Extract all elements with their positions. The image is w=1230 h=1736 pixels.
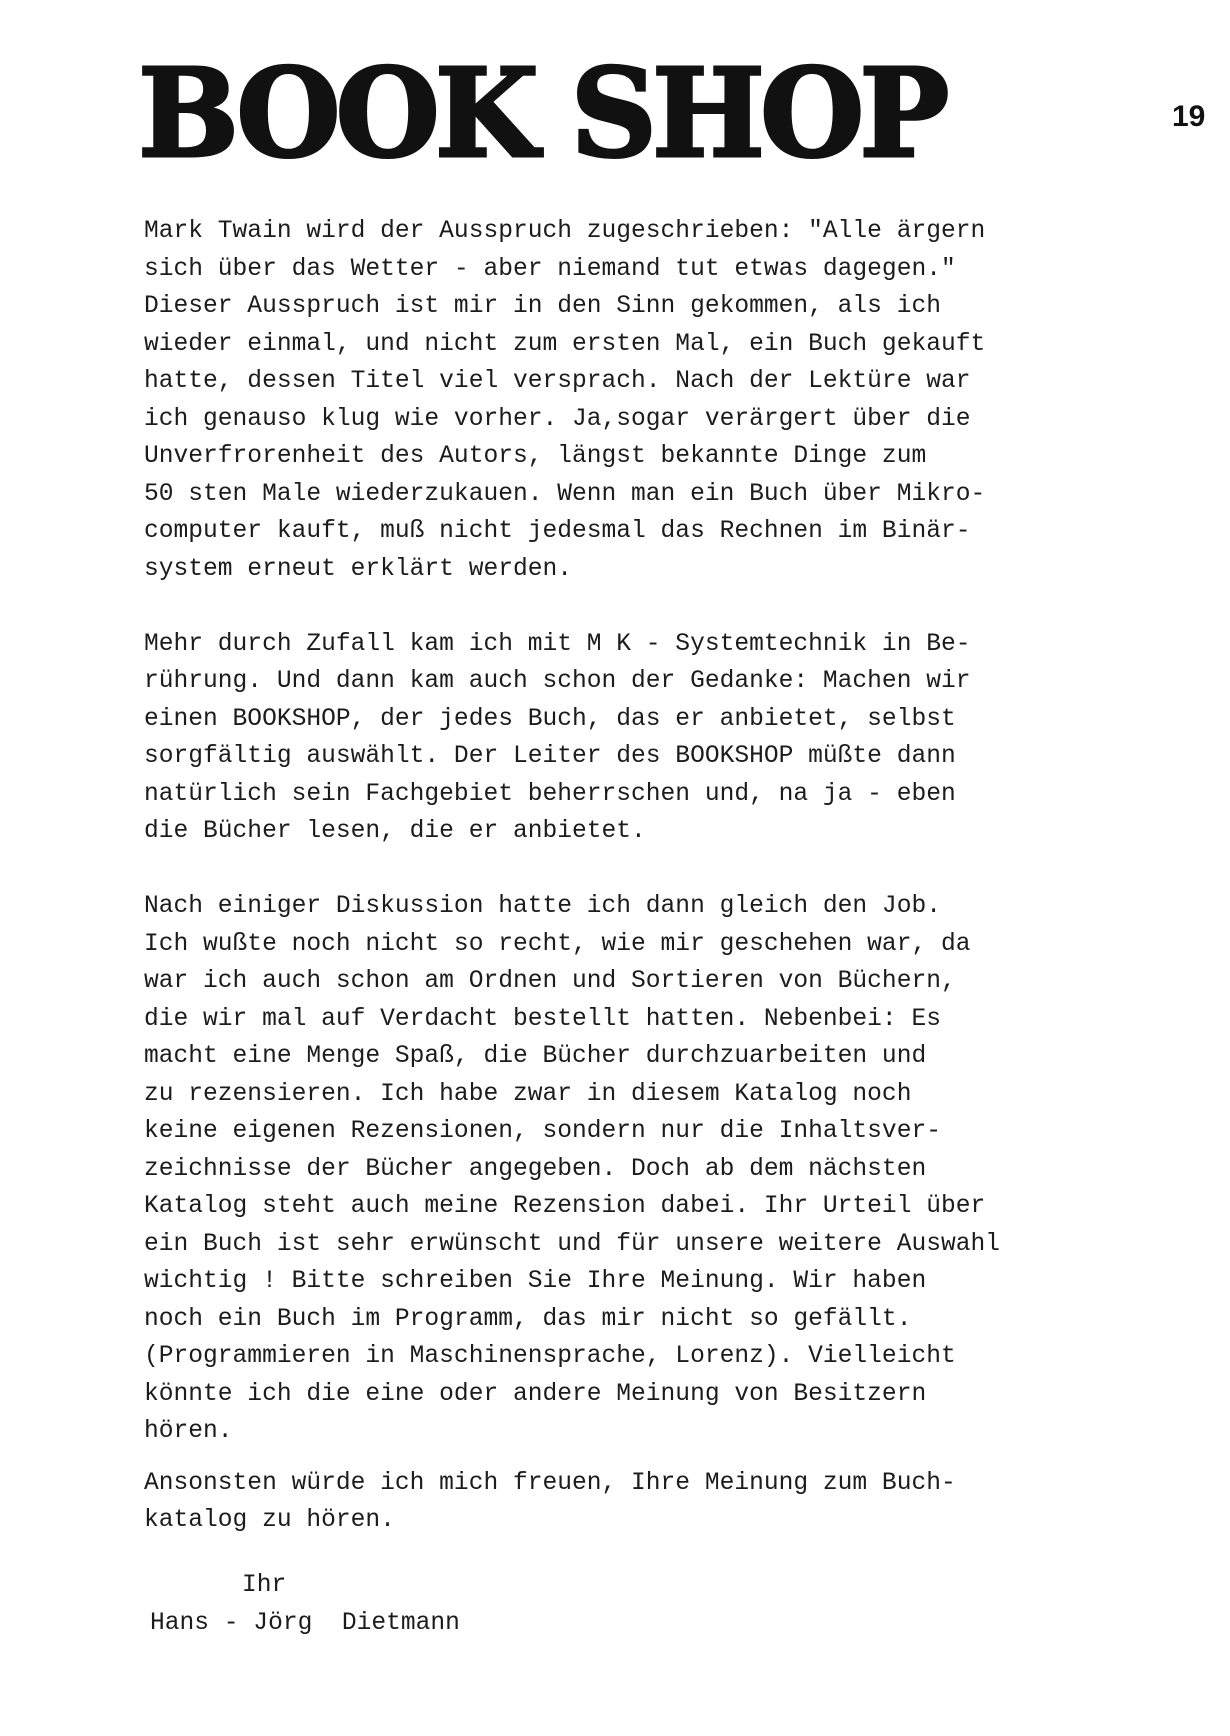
page-title: BOOK SHOP	[138, 41, 945, 185]
text-line: Dieser Ausspruch ist mir in den Sinn gekommen, als ich	[144, 293, 941, 320]
text-line: wieder einmal, und nicht zum ersten Mal, ein Buch gekauft	[144, 330, 986, 358]
text-line: einen BOOKSHOP, der jedes Buch, das er anbietet, selbst	[144, 705, 956, 733]
text-line: Nach einiger Diskussion hatte ich dann gleich den Job.	[144, 893, 941, 920]
text-line: sich über das Wetter - aber niemand tut etwas dagegen."	[144, 255, 956, 283]
text-line: zeichnisse der Bücher angegeben. Doch ab dem nächsten	[144, 1155, 927, 1183]
text-line: (Programmieren in Maschinensprache, Lorenz). Vielleicht	[144, 1343, 956, 1370]
paragraph-1	[144, 213, 1144, 588]
text-line: macht eine Menge Spaß, die Bücher durchzuarbeiten und	[144, 1043, 927, 1070]
text-line: könnte ich die eine oder andere Meinung von Besitzern	[144, 1380, 927, 1408]
text-line: rührung. Und dann kam auch schon der Gedanke: Machen wir	[144, 668, 971, 695]
closing-greeting: Ihr	[242, 1572, 287, 1599]
text-line: war ich auch schon am Ordnen und Sortieren von Büchern,	[144, 968, 956, 995]
letter-body	[144, 213, 1144, 1540]
page-number: 19	[1172, 100, 1206, 133]
text-line: wichtig ! Bitte schreiben Sie Ihre Meinung. Wir haben	[144, 1268, 927, 1295]
text-line: Mehr durch Zufall kam ich mit M K - Systemtechnik in Be-	[144, 630, 971, 658]
text-line: Ansonsten würde ich mich freuen, Ihre Meinung zum Buch-	[144, 1469, 956, 1497]
text-line: die wir mal auf Verdacht bestellt hatten. Nebenbei: Es	[144, 1005, 941, 1033]
text-line: system erneut erklärt werden.	[144, 555, 573, 583]
paragraph-spacer	[144, 1451, 1144, 1465]
paragraph-spacer	[144, 851, 1144, 889]
text-line: 50 sten Male wiederzukauen. Wenn man ein Buch über Mikro-	[144, 480, 986, 508]
text-line: natürlich sein Fachgebiet beherrschen und, na ja - eben	[144, 780, 956, 808]
paragraph-4	[144, 1465, 1144, 1540]
paragraph-3	[144, 888, 1144, 1451]
text-line: computer kauft, muß nicht jedesmal das Rechnen im Binär-	[144, 518, 971, 545]
text-line: keine eigenen Rezensionen, sondern nur die Inhaltsver-	[144, 1118, 941, 1145]
text-line: Mark Twain wird der Ausspruch zugeschrieben: "Alle ärgern	[144, 218, 986, 245]
letter-closing	[144, 1567, 460, 1642]
text-line: katalog zu hören.	[144, 1507, 395, 1534]
text-line: hören.	[144, 1418, 233, 1445]
text-line: hatte, dessen Titel viel versprach. Nach der Lektüre war	[144, 368, 971, 395]
text-line: Ich wußte noch nicht so recht, wie mir geschehen war, da	[144, 930, 971, 958]
text-line: noch ein Buch im Programm, das mir nicht so gefällt.	[144, 1305, 912, 1333]
text-line: Katalog steht auch meine Rezension dabei. Ihr Urteil über	[144, 1193, 986, 1220]
text-line: zu rezensieren. Ich habe zwar in diesem Katalog noch	[144, 1080, 912, 1108]
paragraph-2	[144, 626, 1144, 851]
text-line: Unverfrorenheit des Autors, längst bekannte Dinge zum	[144, 443, 927, 470]
text-line: die Bücher lesen, die er anbietet.	[144, 818, 646, 845]
text-line: ein Buch ist sehr erwünscht und für unsere weitere Auswahl	[144, 1230, 1001, 1258]
text-line: ich genauso klug wie vorher. Ja,sogar verärgert über die	[144, 405, 971, 433]
text-line: sorgfältig auswählt. Der Leiter des BOOKSHOP müßte dann	[144, 743, 956, 770]
paragraph-spacer	[144, 588, 1144, 626]
signature: Hans - Jörg Dietmann	[150, 1609, 460, 1637]
